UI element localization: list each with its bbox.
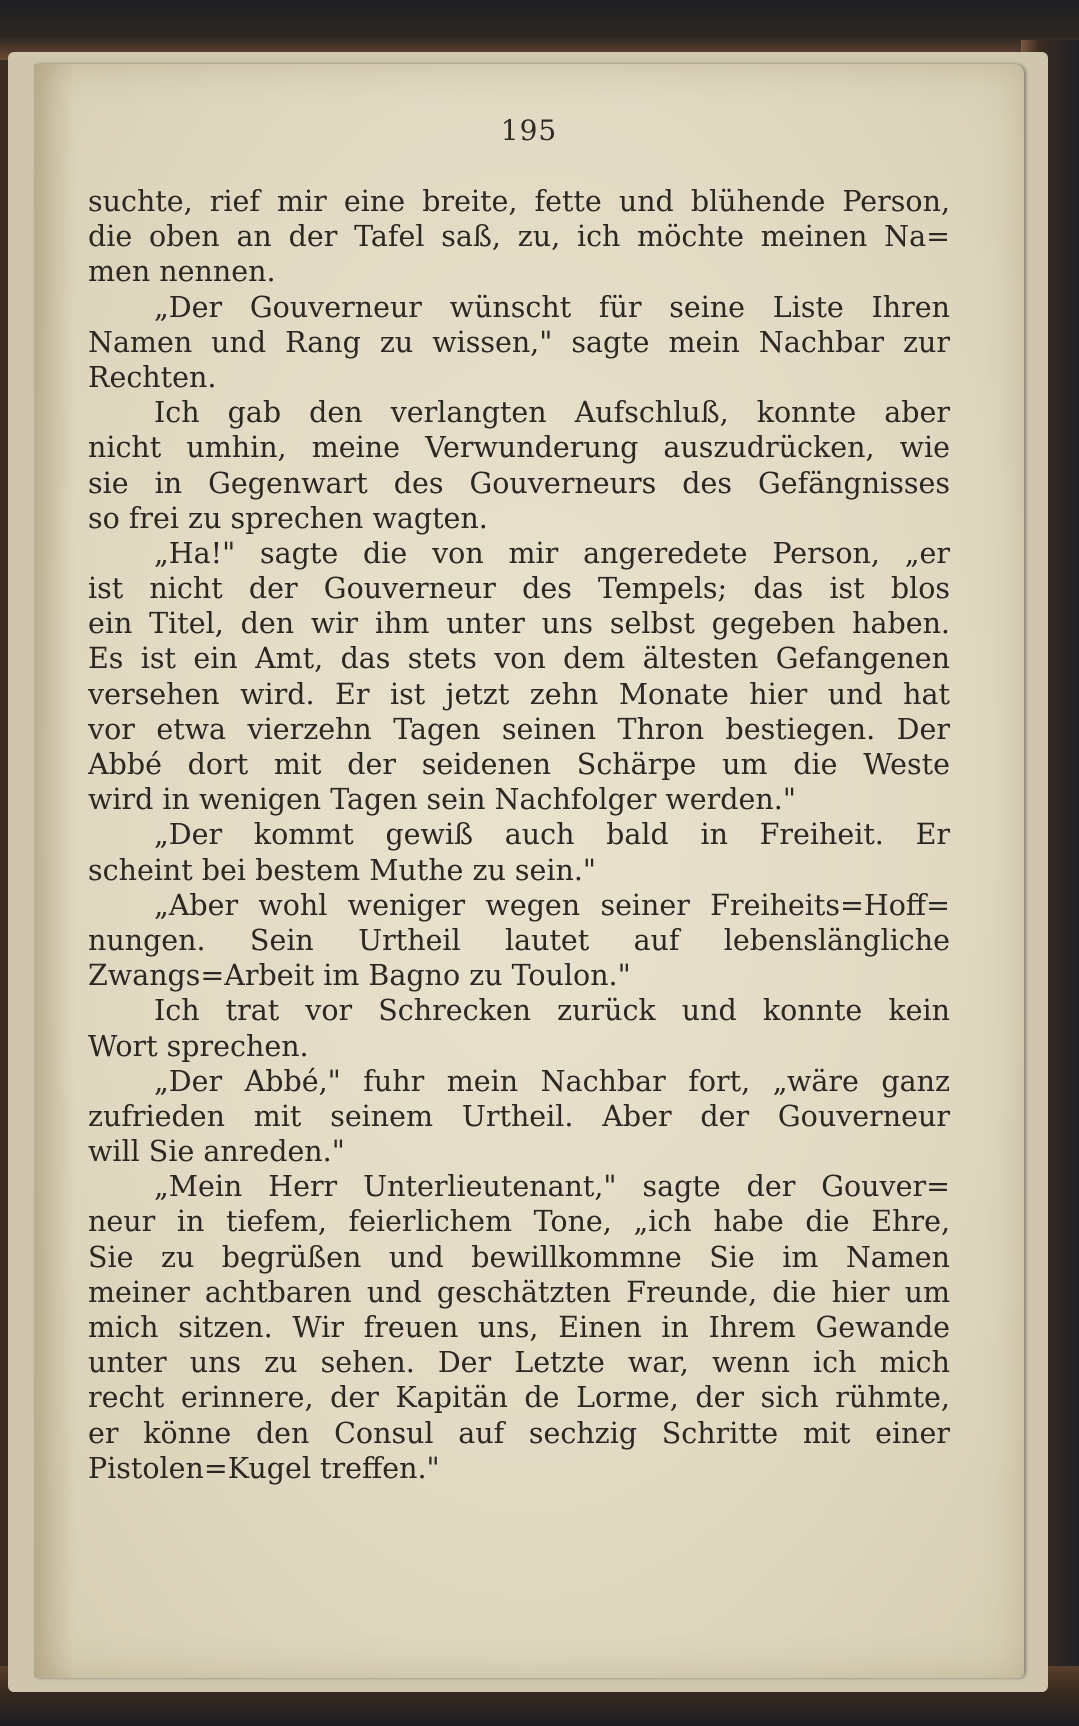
text-line: meiner achtbaren und geschätzten Freunde, die hier um (88, 1275, 950, 1309)
text-line: Zwangs=Arbeit im Bagno zu Toulon." (88, 959, 631, 993)
text-line: suchte, rief mir eine breite, fette und blühende Person, (88, 185, 950, 218)
text-line: versehen wird. Er ist jetzt zehn Monate hier und hat (88, 677, 950, 711)
text-line: Ich trat vor Schrecken zurück und konnte kein (154, 994, 950, 1028)
text-line: die oben an der Tafel saß, zu, ich möchte meinen Na= (88, 220, 950, 254)
text-line: ein Titel, den wir ihm unter uns selbst gegeben haben. (88, 607, 950, 641)
text-line: Sie zu begrüßen und bewillkommne Sie im Namen (88, 1240, 950, 1274)
text-line: zufrieden mit seinem Urtheil. Aber der Gouverneur (88, 1099, 950, 1133)
text-line: Rechten. (88, 360, 217, 394)
text-line: „Mein Herr Unterlieutenant," sagte der Gouver= (154, 1170, 950, 1204)
text-line: nungen. Sein Urtheil lautet auf lebenslängliche (88, 923, 950, 957)
text-line: men nennen. (88, 255, 276, 289)
text-line: „Aber wohl weniger wegen seiner Freiheits=Hoff= (154, 888, 950, 922)
text-line: wird in wenigen Tagen sein Nachfolger werden." (88, 783, 796, 817)
text-line: Ich gab den verlangten Aufschluß, konnte aber (154, 396, 950, 430)
text-line: recht erinnere, der Kapitän de Lorme, der sich rühmte, (88, 1381, 950, 1415)
text-line: Es ist ein Amt, das stets von dem ältesten Gefangenen (88, 642, 950, 676)
book-cover-top (0, 0, 1079, 60)
text-line: scheint bei bestem Muthe zu sein." (88, 853, 597, 887)
text-line: Pistolen=Kugel treffen." (88, 1451, 440, 1485)
text-line: „Der Abbé," fuhr mein Nachbar fort, „wäre ganz (154, 1064, 950, 1098)
text-line: Abbé dort mit der seidenen Schärpe um die Weste (88, 748, 950, 781)
page-gutter-shadow (34, 64, 74, 1678)
text-line: nicht umhin, meine Verwunderung auszudrücken, wie (88, 431, 950, 465)
page-number: 195 (500, 114, 558, 147)
text-line: ist nicht der Gouverneur des Tempels; das ist blos (88, 572, 950, 606)
text-line: will Sie anreden." (88, 1135, 345, 1169)
text-line: mich sitzen. Wir freuen uns, Einen in Ihrem Gewande (88, 1311, 950, 1344)
text-line: „Ha!" sagte die von mir angeredete Person, „er (154, 536, 950, 570)
text-line: „Der kommt gewiß auch bald in Freiheit. Er (154, 818, 950, 852)
book-page (34, 64, 1024, 1678)
body-text (88, 184, 950, 1486)
text-line: so frei zu sprechen wagten. (88, 501, 488, 535)
text-line: er könne den Consul auf sechzig Schritte mit einer (88, 1416, 950, 1450)
text-line: „Der Gouverneur wünscht für seine Liste Ihren (154, 290, 950, 324)
text-line: sie in Gegenwart des Gouverneurs des Gefängnisses (88, 466, 950, 500)
text-line: Namen und Rang zu wissen," sagte mein Nachbar zur (88, 325, 950, 359)
text-line: Wort sprechen. (88, 1029, 309, 1063)
text-line: unter uns zu sehen. Der Letzte war, wenn ich mich (88, 1346, 950, 1380)
text-line: neur in tiefem, feierlichem Tone, „ich habe die Ehre, (88, 1205, 950, 1239)
text-line: vor etwa vierzehn Tagen seinen Thron bestiegen. Der (88, 712, 950, 746)
